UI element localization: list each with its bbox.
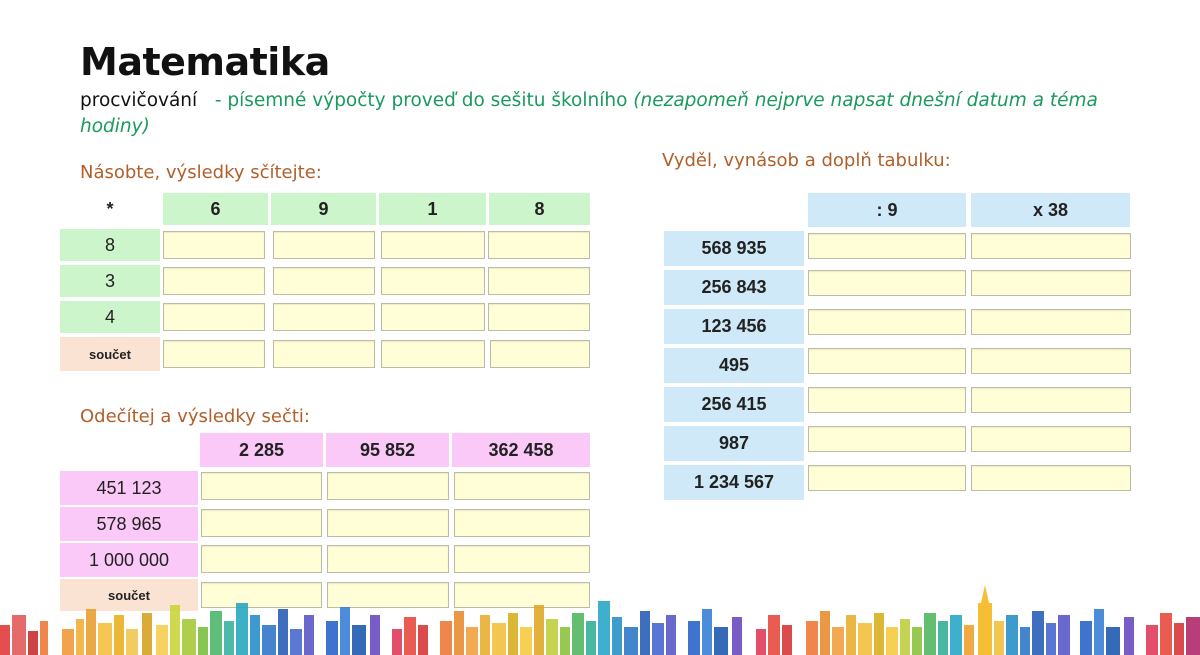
subtract-answer-input[interactable] (454, 472, 590, 500)
multiply38-answer-input[interactable] (971, 387, 1131, 413)
multiply-answer-input[interactable] (381, 303, 485, 331)
subtract-row-header: 451 123 (60, 471, 198, 505)
multiply-answer-input[interactable] (273, 267, 375, 295)
multiply38-answer-input[interactable] (971, 465, 1131, 491)
divide-answer-input[interactable] (808, 348, 966, 374)
divide-col-header: x 38 (971, 193, 1130, 227)
multiply-sum-input[interactable] (490, 340, 590, 368)
multiply38-answer-input[interactable] (971, 348, 1131, 374)
multiply-col-header: 8 (489, 193, 590, 225)
multiply38-answer-input[interactable] (971, 309, 1131, 335)
divide-answer-input[interactable] (808, 233, 966, 259)
divide-answer-input[interactable] (808, 270, 966, 296)
multiply-sum-label: součet (60, 337, 160, 371)
multiply-row-header: 8 (60, 229, 160, 261)
instructions-main: - písemné výpočty proveď do sešitu školního (214, 90, 628, 111)
multiply-answer-input[interactable] (163, 267, 265, 295)
divide-col-header: : 9 (808, 193, 966, 227)
multiply-answer-input[interactable] (381, 267, 485, 295)
divide-row-header: 123 456 (664, 309, 804, 344)
subtract-col-header: 362 458 (452, 433, 590, 467)
city-skyline-decoration (0, 585, 1200, 655)
subtract-answer-input[interactable] (201, 509, 322, 537)
divide-answer-input[interactable] (808, 465, 966, 491)
multiply38-answer-input[interactable] (971, 233, 1131, 259)
subtract-col-header: 2 285 (200, 433, 323, 467)
multiply-answer-input[interactable] (488, 267, 590, 295)
subtract-row-header: 578 965 (60, 507, 198, 541)
multiply-answer-input[interactable] (273, 231, 375, 259)
multiply-heading: Násobte, výsledky sčítejte: (80, 162, 322, 183)
multiply-sum-input[interactable] (163, 340, 265, 368)
multiply-answer-input[interactable] (163, 303, 265, 331)
divide-row-header: 495 (664, 348, 804, 383)
subtract-answer-input[interactable] (327, 472, 449, 500)
divide-row-header: 256 415 (664, 387, 804, 422)
divide-heading: Vyděl, vynásob a doplň tabulku: (662, 150, 951, 171)
subtract-answer-input[interactable] (454, 545, 590, 573)
subtract-answer-input[interactable] (201, 472, 322, 500)
multiply-col-header: 1 (379, 193, 486, 225)
multiply-sum-input[interactable] (381, 340, 485, 368)
subtract-row-header: 1 000 000 (60, 543, 198, 577)
divide-row-header: 568 935 (664, 231, 804, 266)
subtract-answer-input[interactable] (327, 545, 449, 573)
multiply-answer-input[interactable] (163, 231, 265, 259)
subtract-col-header: 95 852 (326, 433, 449, 467)
subtract-answer-input[interactable] (201, 545, 322, 573)
subtract-answer-input[interactable] (327, 509, 449, 537)
multiply-corner: * (106, 198, 114, 219)
subtract-answer-input[interactable] (454, 509, 590, 537)
divide-row-header: 256 843 (664, 270, 804, 305)
multiply-row-header: 3 (60, 265, 160, 297)
divide-row-header: 987 (664, 426, 804, 461)
multiply-answer-input[interactable] (488, 303, 590, 331)
divide-answer-input[interactable] (808, 426, 966, 452)
multiply-col-header: 9 (271, 193, 376, 225)
divide-row-header: 1 234 567 (664, 465, 804, 500)
multiply38-answer-input[interactable] (971, 426, 1131, 452)
page-title: Matematika (80, 40, 330, 84)
multiply38-answer-input[interactable] (971, 270, 1131, 296)
subtract-sum-label: součet (60, 579, 198, 611)
instructions-lead: procvičování (80, 90, 198, 111)
multiply-sum-input[interactable] (273, 340, 375, 368)
divide-answer-input[interactable] (808, 387, 966, 413)
instructions-note: (nezapomeň nejprve napsat dnešní datum a téma hodiny) (80, 90, 1098, 137)
multiply-answer-input[interactable] (273, 303, 375, 331)
multiply-col-header: 6 (163, 193, 268, 225)
divide-answer-input[interactable] (808, 309, 966, 335)
multiply-answer-input[interactable] (488, 231, 590, 259)
instructions (80, 88, 1150, 140)
subtract-heading: Odečítej a výsledky sečti: (80, 406, 310, 427)
multiply-answer-input[interactable] (381, 231, 485, 259)
multiply-row-header: 4 (60, 301, 160, 333)
